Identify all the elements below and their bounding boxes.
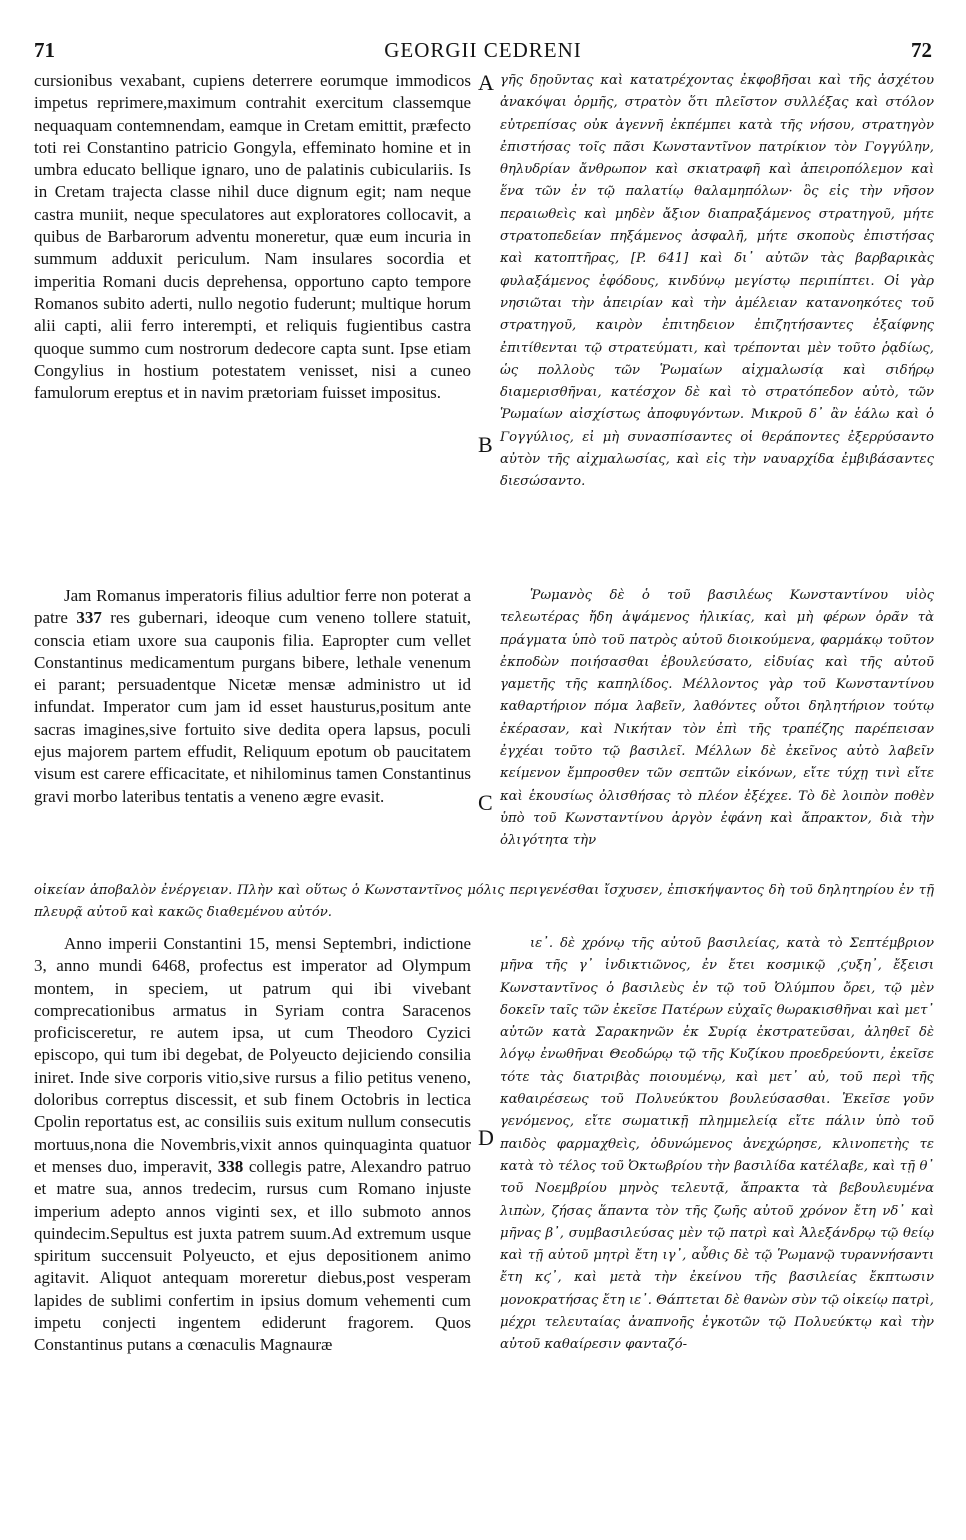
greek-paragraph-1: γῆς δῃοῦντας καὶ κατατρέχοντας ἐκφοβῆσαι καὶ τῆς ἀσχέτου ἀνακόψαι ὁρμῆς, στρατὸν ὅτι πλεῖστον συλλέξας καὶ στόλον εὐτρεπίσας οὐκ ἀγεννῆ ἐκπέμπει κατὰ τῆς νήσου, στρατηγὸν ἐπιστήσας τοῖς πᾶσι Κωνσταντῖνον πατρίκιον τὸν Γογγύλην, θηλυδρίαν ἄνθρωπον καὶ σκιατραφῆ καὶ ἀπειροπόλεμον καὶ ἕνα τῶν ἐν τῷ παλατίῳ θαλαμηπόλων· ὃς εἰς τὴν νῆσον περαιωθεὶς καὶ μηδὲν ἄξιον διαπραξάμενος στρατηγοῦ, μήτε στρατοπεδείαν πηξάμενος ἀσφαλῆ, μήτε σκοποὺς ἐπιστήσας καὶ κατοπτῆρας, [P. 641] καὶ δι᾽ αὐτῶν τὰς βαρβαρικὰς φυλαξάμενος ἐφόδους, κινδύνῳ μεγίστῳ περιπίπτει. Οἱ γὰρ νησιῶται τὴν ἀπειρίαν καὶ τὴν ἀμέλειαν κατανοηκότες τοῦ στρατηγοῦ, καιρὸν ἐπιτηδειον ἐπιζητήσαντες ἐξαίφνης ἐπιτίθενται τῷ στρατεύματι, καὶ τρέπονται μὲν τοῦτο ῥᾳδίως, ὡς πολλοὺς τῶν Ῥωμαίων αἰχμαλωσίᾳ καὶ σιδήρῳ διαμερισθῆναι, κατέσχον δὲ καὶ τὸ στρατόπεδον αὐτὸ, τῶν Ῥωμαίων αἰσχίστως ἀποφυγόντων. Μικροῦ δ᾽ ἂν ἑάλω καὶ ὁ Γογγύλιος, εἰ μὴ συνασπίσαντες οἱ θεράποντες ἐξερρύσαντο αὐτὸν τῆς αἰχμαλωσίας, καὶ εἰς τὴν ναυαρχίδα ἐμβιβάσαντες διεσώσαντο. (500, 73, 934, 490)
running-header (34, 38, 932, 64)
latin-paragraph-3 (34, 933, 471, 1357)
margin-marker-b: B (478, 432, 493, 457)
latin-paragraph-2 (34, 585, 471, 808)
page-number-right: 72 (911, 38, 932, 62)
greek-paragraph-2: Ῥωμανὸς δὲ ὁ τοῦ βασιλέως Κωνσταντίνου υἱὸς τελεωτέρας ἤδη ἁψάμενος ἡλικίας, καὶ μὴ φέρων ὁρᾶν τὰ πράγματα ὑπὸ τοῦ πατρὸς αὐτοῦ διοικούμενα, φαρμάκῳ τοῦτον ἐκποδὼν ποιήσασθαι ἐβουλεύσατο, εἰδυίας καὶ τῆς αὐτοῦ γαμετῆς τῆς καπηλίδος. Μέλλοντος γὰρ τοῦ Κωνσταντίνου καθαρτήριον πόμα λαβεῖν, λαθόντες οὗτοι δηλητήριον τούτῳ ἐκέρασαν, καὶ Νικήταν τὸν ἐπὶ τῆς τραπέζης παρέπεισαν ἐγχέαι τοῦτο τῷ βασιλεῖ. Μέλλων δὲ ἐκεῖνος αὐτὸ λαβεῖν κείμενον ἔμπροσθεν τῶν σεπτῶν εἰκόνων, εἴτε τύχῃ τινὶ εἴτε καὶ ἑκουσίως ὀλισθήσας τὸ πλέον ἐξέχεε. Τὸ δὲ λοιπὸν ποθὲν ὑπὸ τοῦ Κωνσταντίνου ἀργὸν ἐφάνη καὶ ἄπρακτον, διὰ τὴν ὀλιγότητα τὴν (500, 588, 934, 849)
latin-paragraph-3-text-a: Anno imperii Constantini 15, mensi Septembri, indictione 3, anno mundi 6468, profectus est imperator ad Olympum montem, in speciem, ut patrum qui ibi vivebant comprecationibus armatus in Syriam contra Saracenos proficisceretur, re autem ipsa, ut cum Theodoro Cyzici episcopo, qui tum ibi degebat, de Polyeucto dejiciendo consilia iniret. Inde sive corporis vitio,sive rursus a filio petitus veneno, doloribus correptus discessit, et sub finem Octobris in lectica Cpolin reportatus est, ac consiliis suis exitum nullum consecutis mortuus,nona die Novembris,vixit annos quinquaginta quatuor et menses duo, imperavit, (34, 934, 471, 1176)
latin-paragraph-2-text-b: res gubernari, ideoque cum veneno tollere statuit, conscia etiam uxore sua cauponis filia. Eapropter cum vellet Constantinus medicamentum purgans bibere, lethale venenum ei parant; persuadentque Nicetæ mensæ administro ut id infundat. Imperator cum jam id esset hausturus,positum ante sacras imagines,sive fortuito sive dedita opera lapsus, poculi ejus majorem partem effudit, Reliquum epotum ob paucitatem visum est carere efficacitate, et nihilominus tamen Constantinus gravi morbo lateribus tentatis a veneno ægre evasit. (34, 608, 471, 806)
margin-marker-a: A (478, 70, 494, 95)
latin-column-section-1 (34, 70, 471, 404)
margin-marker-d: D (478, 1125, 494, 1150)
greek-column-section-1 (500, 70, 934, 494)
margin-marker-c: C (478, 790, 493, 815)
running-title: GEORGII CEDRENI (384, 38, 582, 62)
greek-column-section-2 (500, 585, 934, 853)
page-number-left: 71 (34, 38, 55, 62)
latin-page-ref-337: 337 (76, 608, 102, 628)
latin-page-ref-338: 338 (217, 1156, 244, 1176)
latin-column-section-3 (34, 933, 471, 1357)
latin-column-section-2 (34, 585, 471, 808)
latin-paragraph-3-text-b: collegis patre, Alexandro patruo et matre sua, annos tredecim, rursus cum Romano injuste imperium adepto annos viginti sex, et illo submoto annos quindecim.Sepultus est juxta patrem suum.Ad extremum usque spiritum succensuit Polyeucto, et ejus depositionem animo agitavit. Aliquot antequam moreretur diebus,post vesperam lapides de sublimi confertim in ipsius domum vehementi cum impetu conjecti ingentem ediderunt fragorem. Quos Constantinus putans a cœnaculis Magnauræ (34, 1156, 471, 1355)
greek-paragraph-3: ιε᾽. δὲ χρόνῳ τῆς αὐτοῦ βασιλείας, κατὰ τὸ Σεπτέμβριον μῆνα τῆς γ᾽ ἰνδικτιῶνος, ἐν ἔτει κοσμικῷ ͵ϛυξη᾽, ἔξεισι Κωνσταντῖνος ὁ βασιλεὺς ἐν τῷ τοῦ Ὀλύμπου ὄρει, τῷ μὲν δοκεῖν ταῖς τῶν ἐκεῖσε Πατέρων εὐχαῖς θωρακισθῆναι καὶ μετ᾽ αὐτῶν κατὰ Σαρακηνῶν ἐκ Συρίᾳ ἐκστρατεῦσαι, ἀληθεῖ δὲ λόγῳ ἐνωθῆναι Θεοδώρῳ τῷ τῆς Κυζίκου προεδρεύοντι, ἐκεῖσε τότε τὰς διατριβὰς ποιουμένῳ, καὶ μετ᾽ αὐ, τοῦ περὶ τῆς καθαιρέσεως τοῦ Πολυεύκτου βουλεύσασθαι. Ἐκεῖσε γοῦν γενόμενος, εἴτε σωματικῇ πλημμελείᾳ εἴτε πάλιν ὑπὸ τοῦ παιδὸς φαρμαχθεὶς, ὀδυνώμενος ἀνεχώρησε, κλινοπετὴς τε κατὰ τὸ τέλος τοῦ Ὀκτωβρίου τὴν βασιλίδα κατέλαβε, καὶ τῇ θ᾽ τοῦ Νοεμβρίου μηνὸς τελευτᾷ, ἄπρακτα τὰ βεβουλευμένα λιπὼν, ζήσας ἅπαντα τὸν τῆς ζωῆς αὐτοῦ χρόνον ἔτη νδ᾽ καὶ μῆνας β᾽, συμβασιλεύσας μὲν τῷ πατρὶ καὶ Ἀλεξάνδρῳ τῷ θείῳ καὶ τῇ αὐτοῦ μητρὶ ἔτη ιγ᾽, αὖθις δὲ τῷ Ῥωμανῷ τυραννήσαντι ἔτη κϛ᾽, καὶ μετὰ τὴν ἐκείνου τῆς βασιλείας ἔκπτωσιν μονοκρατήσας ἔτη ιε᾽. Θάπτεται δὲ θανὼν σὺν τῷ οἰκείῳ πατρὶ, μέχρι τελευταίας ἀναπνοῆς ἐγκοτῶν τῷ Πολυεύκτῳ καὶ τὴν αὐτοῦ καθαίρεσιν φανταζό- (500, 936, 934, 1353)
greek-full-width-continuation: οἰκείαν ἀποβαλὸν ἐνέργειαν. Πλὴν καὶ οὕτως ὁ Κωνσταντῖνος μόλις περιγενέσθαι ἴσχυσεν, ἐπισκήψαντος δὴ τοῦ δηλητηρίου ἐν τῇ πλευρᾷ αὐτοῦ καὶ κακῶς διαθεμένου αὐτόν. (34, 883, 934, 920)
latin-paragraph-1: cursionibus vexabant, cupiens deterrere eorumque immodicos impetus reprimere,maximum contrahit exercitum classemque nequaquam contemnendam, eamque in Cretam emittit, præfecto toti rei Constantino patricio Gongyla, effeminato homine et in umbra educato bellique ignaro, uno de palatinis cubiculariis. Is in Cretam trajecta classe nihil duce dignum egit; nam neque castra muniit, neque speculatores aut exploratores collocavit, a quibus de Barbarorum adventu moneretur, quæ eum incuria in summum adduxit periculum. Nam insulares socordia et imperitia Romani ducis deprehensa, opportuno capto tempore Romanos subito aderti, nullo negotio fuderunt; multique horum alii capti, alii ferro interempti, et reliquis fugientibus castra quoque summo cum nostrorum dedecore capta sunt. Ipse etiam Congylius in hostium potestatem venisset, nisi a cuneo famulorum ereptus et in navim prætoriam fuisset impositus. (34, 71, 471, 403)
latin-paragraph-2-text-a: Jam Romanus imperatoris filius adultior ferre non poterat a patre (34, 586, 471, 628)
greek-column-section-3 (500, 933, 934, 1357)
